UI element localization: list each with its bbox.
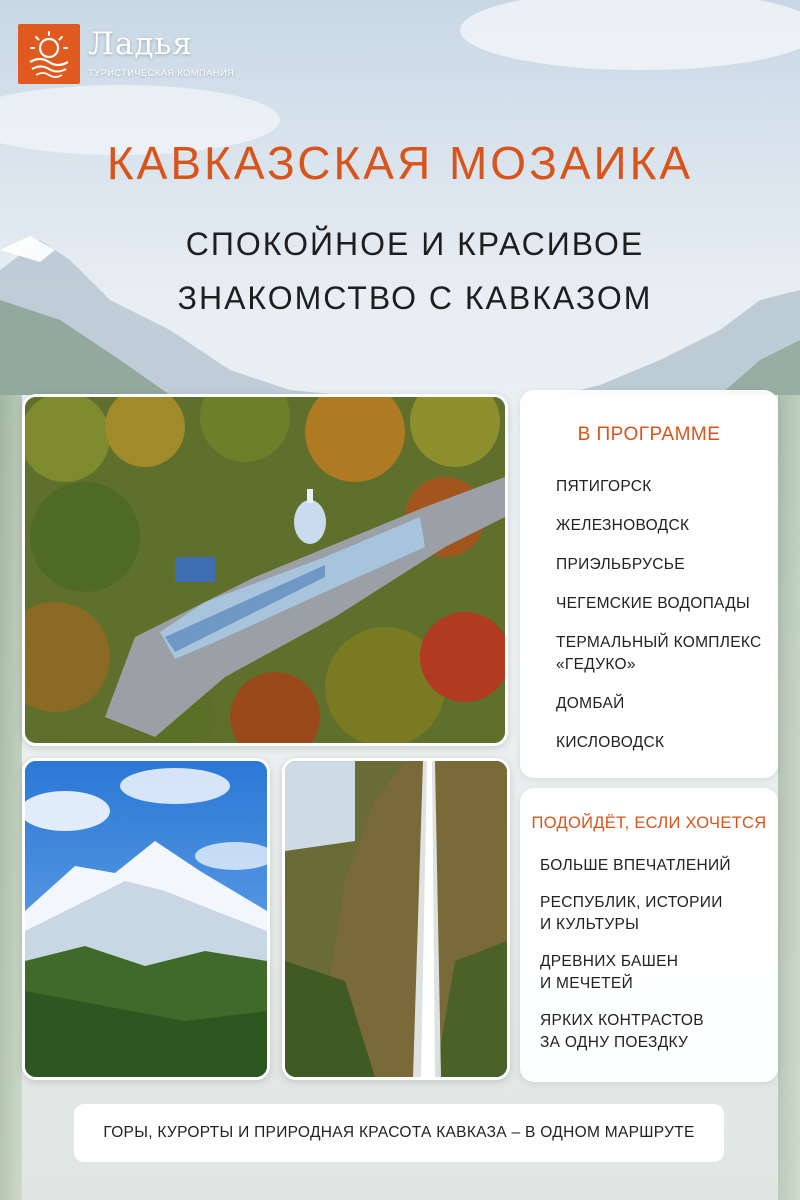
list-item: ЖЕЛЕЗНОВОДСК	[556, 517, 690, 534]
list-item: БОЛЬШЕ ВПЕЧАТЛЕНИЙ	[540, 857, 731, 874]
program-card	[520, 390, 778, 778]
footer-banner	[74, 1104, 724, 1162]
list-item: ЧЕГЕМСКИЕ ВОДОПАДЫ	[556, 595, 751, 612]
photo-waterfall	[282, 758, 510, 1080]
subtitle-line-1: СПОКОЙНОЕ И КРАСИВОЕ	[185, 226, 645, 262]
list-item: РЕСПУБЛИК, ИСТОРИИ И КУЛЬТУРЫ	[540, 894, 723, 933]
suitable-card	[520, 788, 778, 1082]
list-item: КИСЛОВОДСК	[556, 734, 665, 751]
subtitle-line-2: ЗНАКОМСТВО С КАВКАЗОМ	[177, 280, 653, 316]
photo-pavilion-aerial	[22, 394, 508, 746]
footer-text: ГОРЫ, КУРОРТЫ И ПРИРОДНАЯ КРАСОТА КАВКАЗА – В ОДНОМ МАРШРУТЕ	[103, 1124, 695, 1141]
logo-name: Ладья	[88, 26, 193, 62]
list-item: ПРИЭЛЬБРУСЬЕ	[556, 556, 685, 573]
suitable-heading: ПОДОЙДЁТ, ЕСЛИ ХОЧЕТСЯ	[531, 814, 767, 832]
list-item: ДОМБАЙ	[556, 695, 625, 712]
suitable-list	[520, 855, 778, 1054]
sun-waves-logo-icon	[18, 24, 80, 84]
company-logo	[18, 24, 235, 86]
list-item: ДРЕВНИХ БАШЕН И МЕЧЕТЕЙ	[540, 953, 679, 992]
photo-elbrus-mountain	[22, 758, 270, 1080]
list-item: ЯРКИХ КОНТРАСТОВ ЗА ОДНУ ПОЕЗДКУ	[540, 1012, 704, 1051]
list-item: ТЕРМАЛЬНЫЙ КОМПЛЕКС «ГЕДУКО»	[556, 634, 762, 673]
logo-subtitle: ТУРИСТИЧЕСКАЯ КОМПАНИЯ	[88, 68, 235, 79]
list-item: ПЯТИГОРСК	[556, 478, 652, 495]
page-title: КАВКАЗСКАЯ МОЗАИКА	[106, 137, 694, 189]
program-heading: В ПРОГРАММЕ	[577, 424, 721, 445]
program-list	[520, 476, 778, 754]
